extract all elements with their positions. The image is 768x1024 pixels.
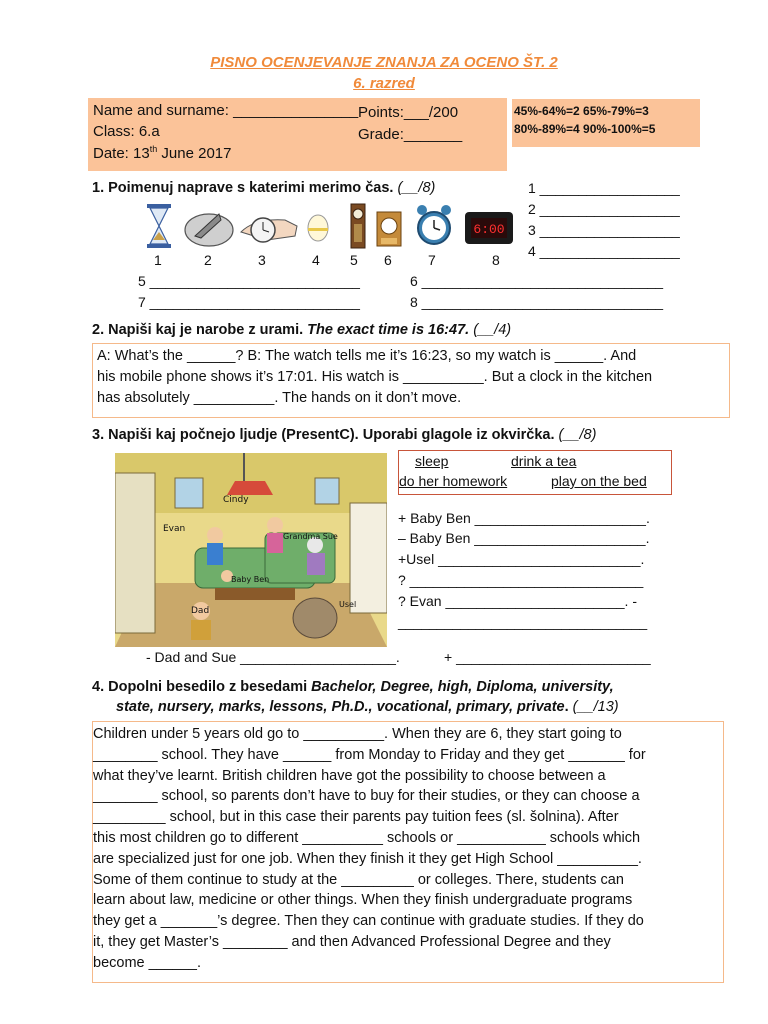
q1-item-number: 8 xyxy=(492,252,500,268)
student-info-box xyxy=(88,98,507,171)
q1-item-number: 3 xyxy=(258,252,266,268)
timepieces-illustration xyxy=(135,200,515,252)
q2-text-box xyxy=(92,343,730,418)
q4-line: this most children go to different __________ schools or ___________ schools which xyxy=(93,829,641,846)
q1-answer-line[interactable]: 3 __________________ xyxy=(528,222,680,238)
q1-answer-line[interactable]: 1 __________________ xyxy=(528,180,680,196)
q1-item-number: 4 xyxy=(312,252,320,268)
hourglass-icon xyxy=(147,204,171,248)
q2-heading: 2. Napiši kaj je narobe z urami. The exact time is 16:47. (__/4) xyxy=(92,322,512,338)
q3-answer-line[interactable]: + Baby Ben ______________________. xyxy=(398,510,650,526)
q3-heading: 3. Napiši kaj počnejo ljudje (PresentC). Uporabi glagole iz okvirčka. (__/8) xyxy=(92,427,597,443)
digital-clock-icon xyxy=(465,212,513,244)
q1-item-number: 1 xyxy=(154,252,162,268)
mantel-clock-icon xyxy=(377,212,401,246)
q1-answer-line[interactable]: 8 _______________________________ xyxy=(410,294,664,310)
grading-scale-row-1: 45%-64%=2 65%-79%=3 xyxy=(514,104,649,118)
alarm-clock-icon xyxy=(417,205,451,244)
q4-line: they get a _______’s degree. Then they can continue with graduate studies. If they do xyxy=(93,913,644,930)
q4-line: _________ school, but in this case their parents pay tuition fees (sl. šolnina). After xyxy=(93,809,619,826)
q4-line: Children under 5 years old go to __________. When they are 6, they start going to xyxy=(93,726,622,742)
q1-answer-line[interactable]: 6 _______________________________ xyxy=(410,273,664,289)
grading-scale-box xyxy=(512,99,700,147)
q1-answer-line[interactable]: 2 __________________ xyxy=(528,201,680,217)
name-field[interactable]: Name and surname: _______________ xyxy=(93,102,359,119)
grandfather-clock-icon xyxy=(351,204,365,248)
q4-line: it, they get Master’s ________ and then Advanced Professional Degree and they xyxy=(93,933,611,950)
grading-scale-row-2: 80%-89%=4 90%-100%=5 xyxy=(514,122,656,136)
living-room-illustration xyxy=(115,453,387,647)
q1-answer-line[interactable]: 5 ___________________________ xyxy=(138,273,360,289)
date-field: Date: 13th June 2017 xyxy=(93,144,232,162)
verb-option: do her homework xyxy=(399,473,508,489)
q1-item-number: 6 xyxy=(384,252,392,268)
q3-answer-line[interactable]: ? ______________________________ xyxy=(398,572,644,588)
q2-line: his mobile phone shows it’s 17:01. His watch is __________. But a clock in the kitchen xyxy=(97,368,653,385)
q1-heading: 1. Poimenuj naprave s katerimi merimo čas. (__/8) xyxy=(92,180,436,196)
q4-line: ________ school. They have ______ from Monday to Friday and they get _______ for xyxy=(93,746,646,763)
q1-item-number: 2 xyxy=(204,252,212,268)
grade-field[interactable]: Grade:_______ xyxy=(358,126,463,143)
q4-heading-continued: state, nursery, marks, lessons, Ph.D., vocational, primary, private. (__/13) xyxy=(116,699,619,715)
class-field: Class: 6.a xyxy=(93,123,160,140)
q2-points: (__/4) xyxy=(473,322,512,338)
label-baby-ben: Baby Ben xyxy=(231,575,270,584)
pocket-watch-icon xyxy=(241,218,297,242)
q3-answer-line[interactable]: - Dad and Sue ____________________. xyxy=(146,649,400,665)
q4-points: (__/13) xyxy=(572,699,619,715)
q3-answer-line[interactable]: +Usel __________________________. xyxy=(398,551,645,567)
verb-option: play on the bed xyxy=(551,473,647,489)
verb-option: sleep xyxy=(415,453,449,469)
page-subtitle: 6. razred xyxy=(353,75,415,92)
q3-points: (__/8) xyxy=(558,427,597,443)
page-title: PISNO OCENJEVANJE ZNANJA ZA OCENO ŠT. 2 xyxy=(210,54,558,71)
points-field[interactable]: Points:___/200 xyxy=(358,104,459,121)
label-usel: Usel xyxy=(339,600,357,609)
q4-line: are specialized just for one job. When they finish it they get High School __________. xyxy=(93,850,642,867)
q2-line: A: What’s the ______? B: The watch tells me it’s 16:23, so my watch is ______. And xyxy=(97,348,637,364)
label-cindy: Cindy xyxy=(223,495,249,505)
q1-item-number: 5 xyxy=(350,252,358,268)
q4-line: Some of them continue to study at the _________ or colleges. There, students can xyxy=(93,871,624,888)
verb-option: drink a tea xyxy=(511,453,577,469)
sundial-icon xyxy=(185,214,233,246)
q4-line: what they’ve learnt. British children have got the possibility to choose between a xyxy=(93,767,606,784)
q3-answer-line[interactable]: ________________________________ xyxy=(398,614,648,630)
label-grandma-sue: Grandma Sue xyxy=(283,532,338,541)
label-evan: Evan xyxy=(163,524,186,534)
q1-item-number: 7 xyxy=(428,252,436,268)
q4-text-box xyxy=(92,721,724,983)
q4-line: become ______. xyxy=(93,954,202,971)
q2-line: has absolutely __________. The hands on it don’t move. xyxy=(97,389,462,406)
egg-timer-icon xyxy=(308,215,328,241)
svg-text:6:00: 6:00 xyxy=(473,222,505,237)
q1-answer-line[interactable]: 7 ___________________________ xyxy=(138,294,360,310)
verb-box xyxy=(398,450,672,495)
q1-points: (__/8) xyxy=(397,180,436,196)
q4-line: ________ school, so parents don’t have to buy for their studies, or they can choose a xyxy=(93,788,640,805)
q4-heading: 4. Dopolni besedilo z besedami Bachelor, Degree, high, Diploma, university, xyxy=(92,679,614,695)
q1-answer-line[interactable]: 4 __________________ xyxy=(528,243,680,259)
q4-line: learn about law, medicine or other things. When they finish undergraduate programs xyxy=(93,892,633,909)
q3-answer-line[interactable]: + _________________________ xyxy=(444,649,651,665)
q3-answer-line[interactable]: – Baby Ben ______________________. xyxy=(398,530,650,546)
label-dad: Dad xyxy=(191,606,210,616)
q3-answer-line[interactable]: ? Evan _______________________. - xyxy=(398,593,637,609)
